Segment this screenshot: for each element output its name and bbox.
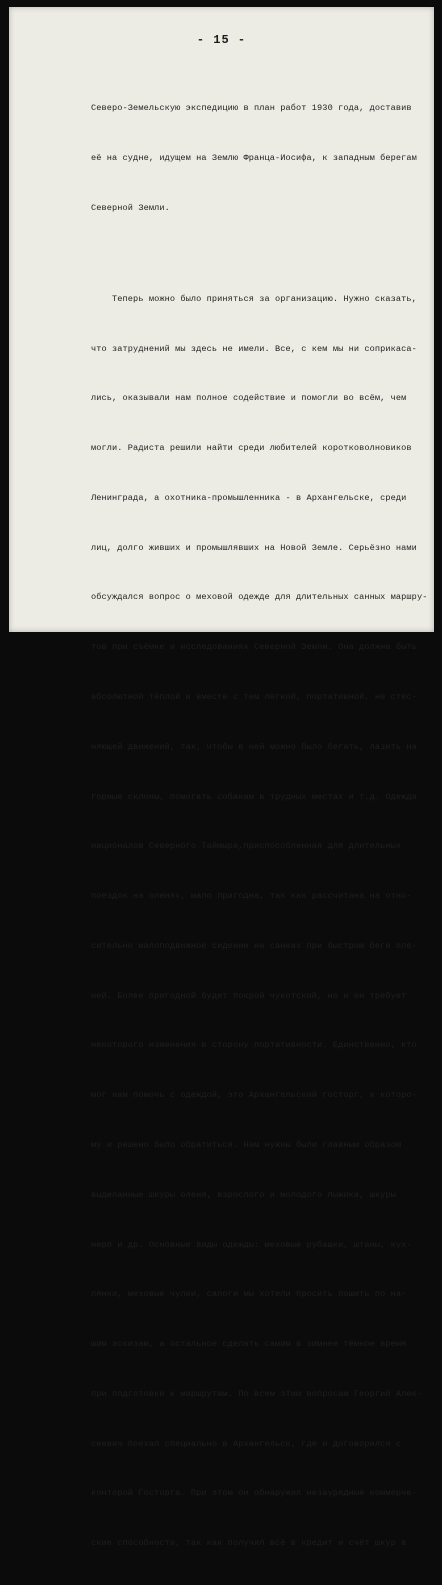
text-line: националов Северного Таймыра,приспособленная для длительных xyxy=(91,841,402,852)
text-line: при подготовке к маршрутам. По всем этим вопросам Георгий Алек- xyxy=(91,1388,423,1399)
body-text xyxy=(91,67,431,1585)
text-line: лиц, долго живших и промышлявших на Новой Земле. Серьёзно нами xyxy=(91,542,417,553)
text-line: поездок на оленях, мало пригодна, так как рассчитана на отно- xyxy=(91,891,412,902)
text-line: сеевич поехал специально в Архангельск, где и договорился с xyxy=(91,1438,402,1449)
document-page xyxy=(9,7,434,1549)
text-line: Теперь можно было приняться за организацию. Нужно сказать, xyxy=(91,293,417,304)
text-line: няющей движений, так, чтобы в ней можно было бегать, лазить на xyxy=(91,741,417,752)
text-line: абсолютной тёплой и вместе с тем лёгкой, портативной, не стес- xyxy=(91,691,417,702)
text-line: конторой Госторга. При этом он обнаружил незаурядные коммерче- xyxy=(91,1488,417,1499)
text-line: горные склоны, помогать собакам в трудных местах и т.д. Одежда xyxy=(91,791,417,802)
paragraph-gap xyxy=(91,250,431,258)
text-line: ней. Более пригодной будет покрой чукотский, но и он требует xyxy=(91,990,407,1001)
text-line: могли. Радиста решили найти среди любителей коротковолновиков xyxy=(91,443,412,454)
text-line: тов при съёмке и исследованиях Северной Земли. Она должна быть xyxy=(91,642,417,653)
text-line: Ленинграда, а охотника-промышленника - в Архангельске, среди xyxy=(91,492,407,503)
text-line: сительно малоподвижное сидение на санках при быстром беге оле- xyxy=(91,940,417,951)
text-line: му и решено было обратиться. Нам нужны были главным образом xyxy=(91,1140,402,1150)
text-line: некоторого изменения в сторону портативности. Единственно, кто xyxy=(91,1040,417,1051)
text-line: нерп и др. Основные виды одежды: меховые рубашки, штаны, кух- xyxy=(91,1239,412,1250)
text-line: мог нам помочь с одеждой, это Архангельский госторг, к которо- xyxy=(91,1090,417,1101)
page-number: - 15 - xyxy=(196,33,247,47)
text-line: лись, оказывали нам полное содействие и помогли во всём, чем xyxy=(91,393,407,404)
text-line: Северной Земли. xyxy=(91,202,170,213)
text-line: Северо-Земельскую экспедицию в план работ 1930 года, доставив xyxy=(91,103,412,114)
text-line: что затруднений мы здесь не имели. Все, с кем мы ни соприкаса- xyxy=(91,343,417,354)
text-line: лянки, меховые чулки, сапоги мы хотели просить пошить по на- xyxy=(91,1289,407,1300)
text-line: обсуждался вопрос о меховой одежде для длительных санных маршру- xyxy=(91,592,428,603)
text-line: шим эскизам, а остальное сделать самим в зимнее тёмное время xyxy=(91,1339,407,1350)
text-line: выделанные шкуры оленя, взрослого и молодого пыжика, шкуры xyxy=(91,1189,396,1200)
text-line: её на судне, идущем на Землю Франца-Иосифа, к западным берегам xyxy=(91,152,417,163)
text-line: ские способности, так как получил всё в кредит и счёт шкур в xyxy=(91,1538,407,1549)
